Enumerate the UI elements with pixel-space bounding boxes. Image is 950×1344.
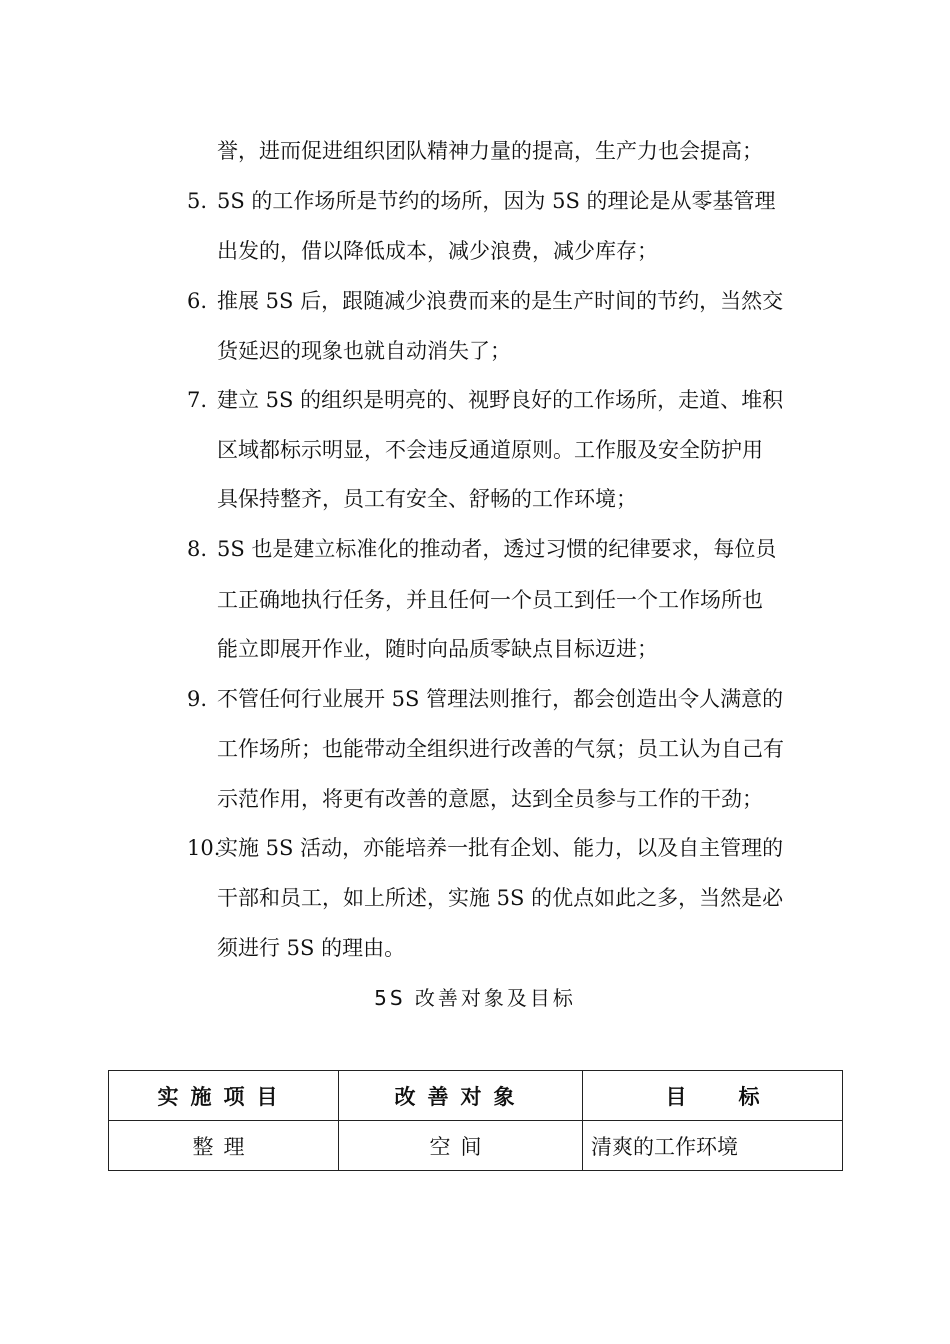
list-item-number: 7. bbox=[187, 388, 208, 412]
list-item-line: 建立 5S 的组织是明亮的、视野良好的工作场所，走道、堆积 bbox=[217, 388, 784, 412]
list-item-number: 8. bbox=[187, 537, 208, 561]
column-header-goal bbox=[583, 1071, 843, 1121]
column-header-goal-part1: 目 bbox=[665, 1084, 687, 1109]
table-cell: 清爽的工作环境 bbox=[583, 1121, 843, 1171]
list-item-line: 工正确地执行任务，并且任何一个员工到任一个工作场所也 bbox=[217, 588, 763, 612]
table-row bbox=[109, 1121, 843, 1171]
list-item-line: 具保持整齐，员工有安全、舒畅的工作环境； bbox=[217, 487, 637, 511]
list-item-line: 示范作用，将更有改善的意愿，达到全员参与工作的干劲； bbox=[217, 787, 763, 811]
list-item-line: 货延迟的现象也就自动消失了； bbox=[217, 339, 511, 363]
list-item-line: 实施 5S 活动，亦能培养一批有企划、能力，以及自主管理的 bbox=[217, 836, 784, 860]
list-item-line: 区域都标示明显，不会违反通道原则。工作服及安全防护用 bbox=[217, 438, 763, 462]
list-item-line: 5S 也是建立标准化的推动者，透过习惯的纪律要求，每位员 bbox=[217, 537, 777, 561]
list-item-line: 工作场所；也能带动全组织进行改善的气氛；员工认为自己有 bbox=[217, 737, 784, 761]
table-title: 5S 改善对象及目标 bbox=[374, 986, 576, 1010]
list-item-number: 5. bbox=[187, 189, 208, 213]
list-item-number: 10. bbox=[187, 836, 221, 860]
list-item-line: 5S 的工作场所是节约的场所，因为 5S 的理论是从零基管理 bbox=[217, 189, 776, 213]
list-item-line: 出发的，借以降低成本，减少浪费，减少库存； bbox=[217, 239, 658, 263]
goals-table bbox=[108, 1070, 843, 1171]
column-header-object: 改善对象 bbox=[339, 1071, 583, 1121]
list-item-line: 干部和员工，如上所述，实施 5S 的优点如此之多，当然是必 bbox=[217, 886, 784, 910]
table-header-row bbox=[109, 1071, 843, 1121]
list-item-line: 推展 5S 后，跟随减少浪费而来的是生产时间的节约，当然交 bbox=[217, 289, 784, 313]
list-item-line: 须进行 5S 的理由。 bbox=[217, 936, 406, 960]
list-item-line: 能立即展开作业，随时向品质零缺点目标迈进； bbox=[217, 637, 658, 661]
list-item-line: 不管任何行业展开 5S 管理法则推行，都会创造出令人满意的 bbox=[217, 687, 784, 711]
list-item-number: 9. bbox=[187, 687, 208, 711]
column-header-goal-part2: 标 bbox=[738, 1084, 760, 1109]
column-header-item: 实施项目 bbox=[109, 1071, 339, 1121]
table-cell: 整理 bbox=[109, 1121, 339, 1171]
continuation-line: 誉，进而促进组织团队精神力量的提高，生产力也会提高； bbox=[217, 139, 763, 163]
list-item-number: 6. bbox=[187, 289, 208, 313]
table-cell: 空间 bbox=[339, 1121, 583, 1171]
